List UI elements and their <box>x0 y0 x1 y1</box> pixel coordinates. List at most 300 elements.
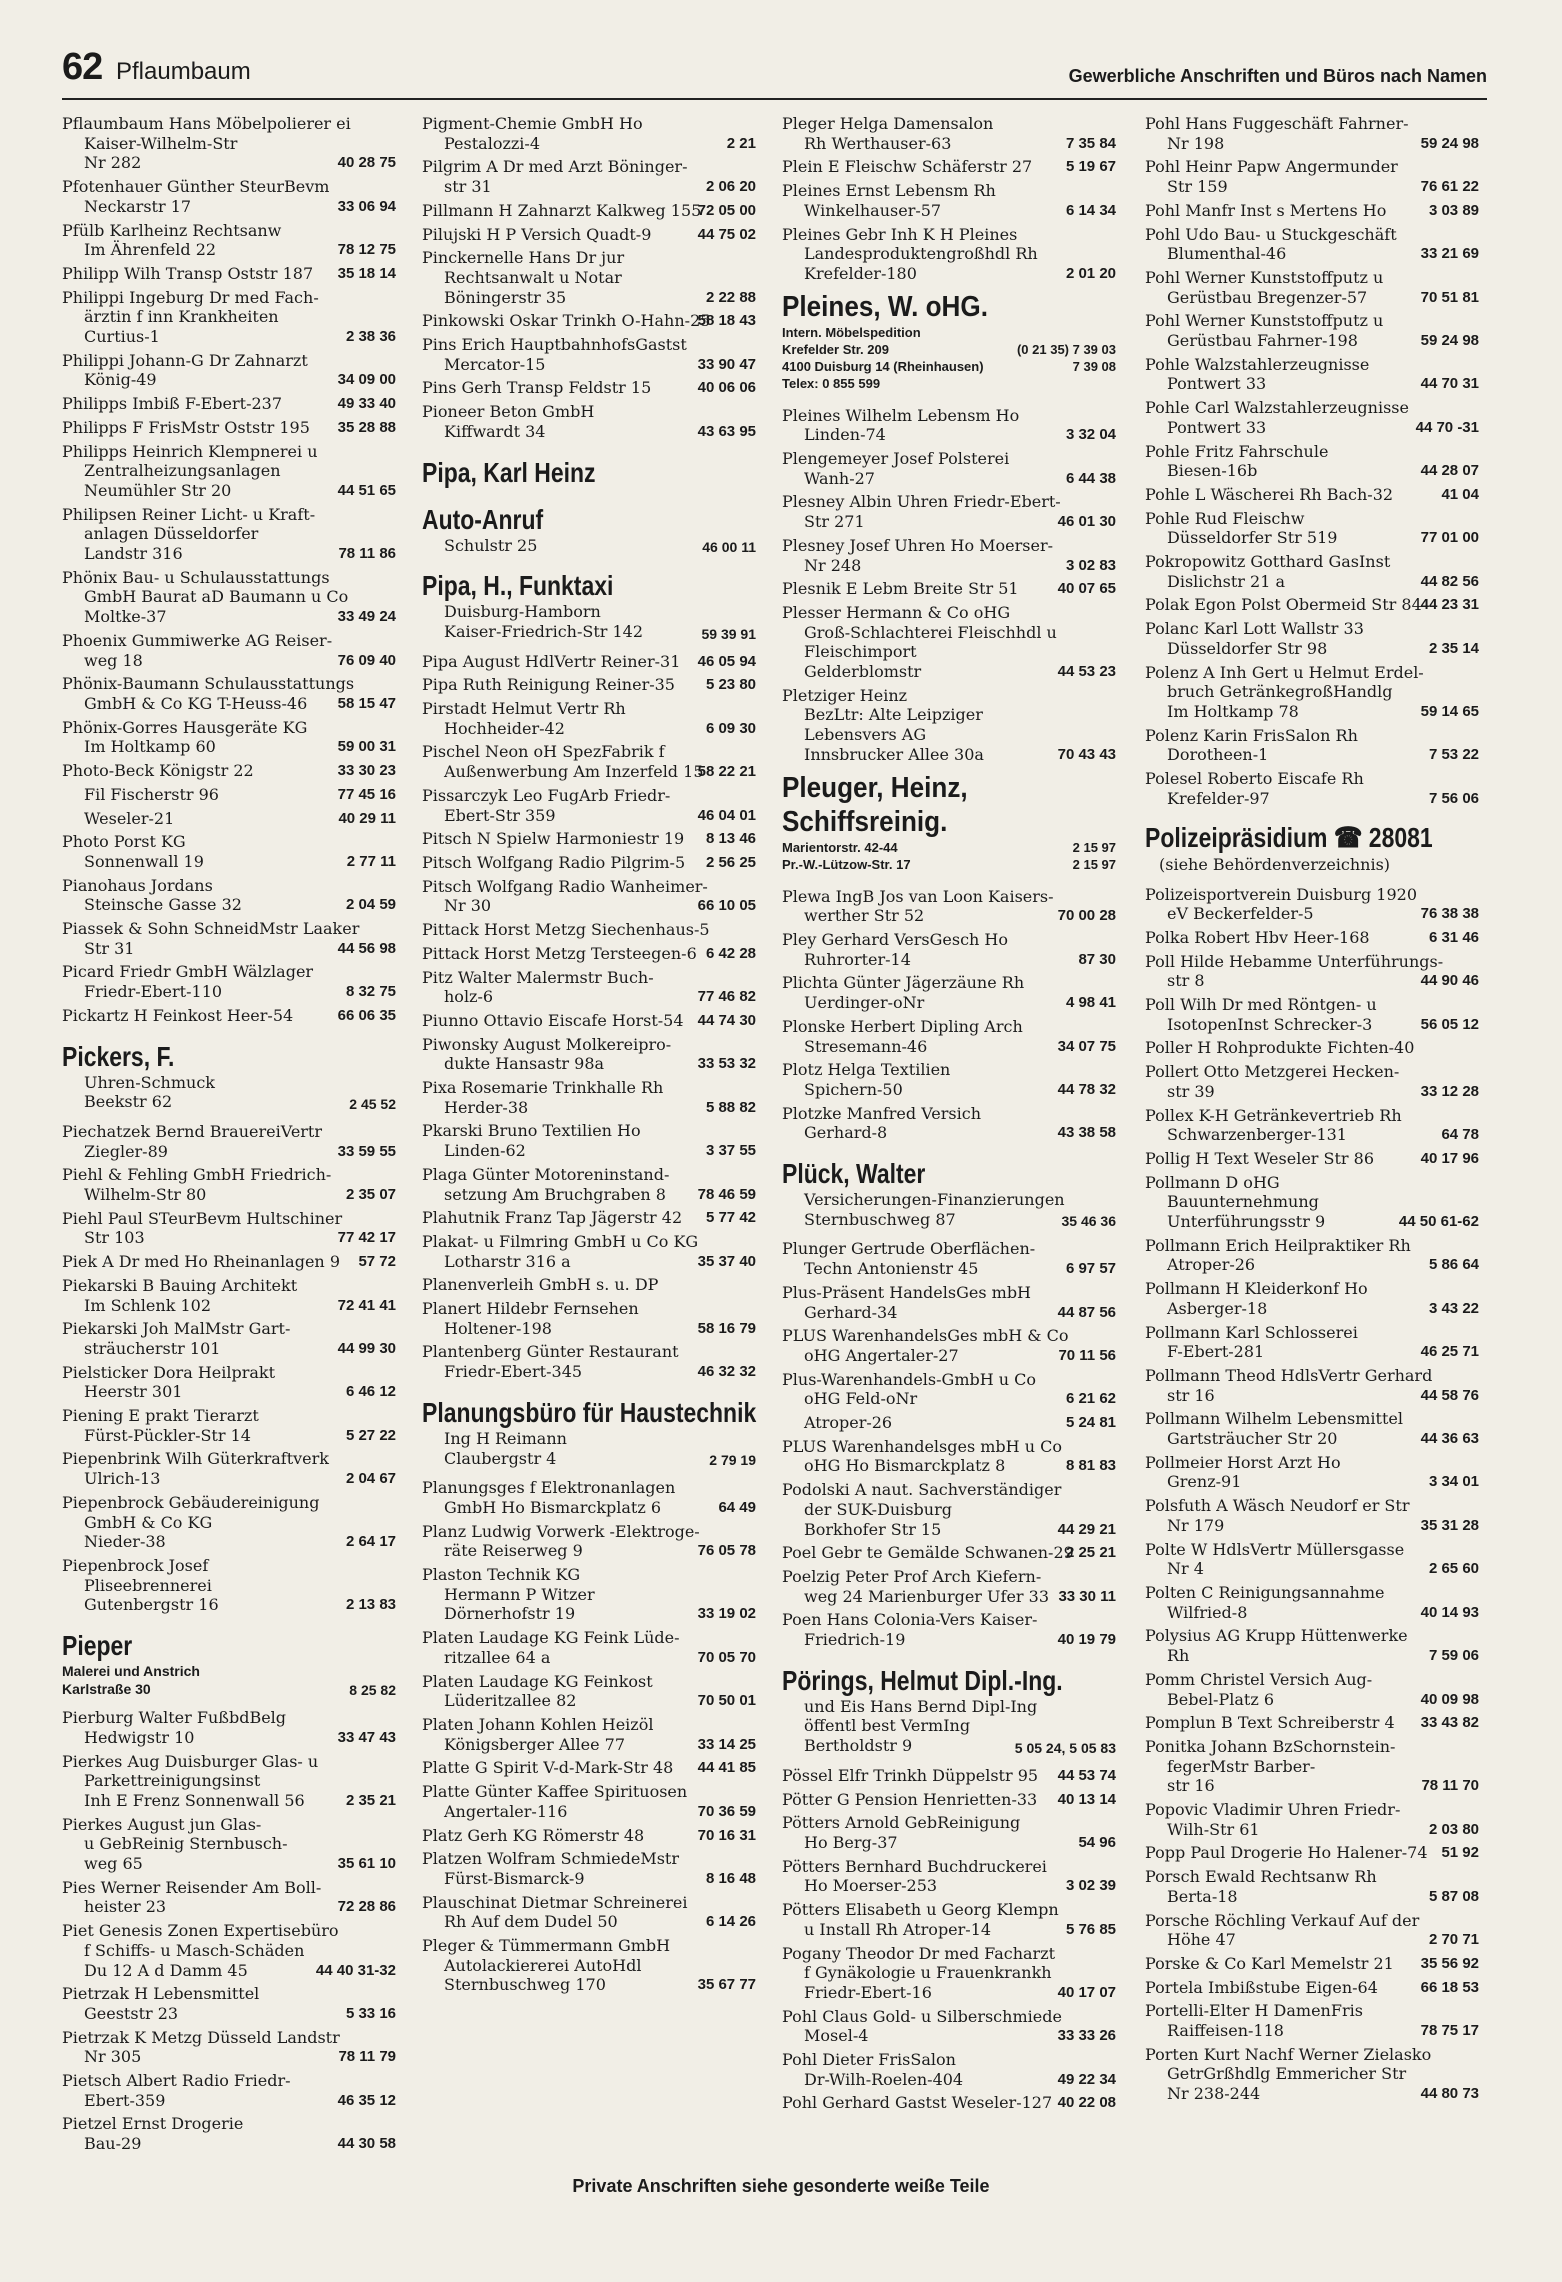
listing-entry <box>422 1232 756 1271</box>
listing-line: Lotharstr 316 a <box>444 1251 571 1271</box>
listing-line: f Gynäkologie u Frauenkrankh <box>804 1963 1052 1983</box>
listing-entry <box>62 1252 396 1272</box>
listing-heading <box>62 1040 396 1112</box>
listing-entry <box>1145 1713 1479 1733</box>
listing-entry <box>422 652 756 672</box>
listing-phone: 44 58 76 <box>1420 1386 1479 1404</box>
listing-line: Ho Berg-37 <box>804 1833 898 1852</box>
listing-line: Piepenbrock Gebäudereinigung <box>62 1492 320 1512</box>
listing-line: Piekarski B Bauing Architekt <box>62 1275 298 1295</box>
listing-entry <box>782 225 1116 284</box>
listing-entry <box>782 1104 1116 1143</box>
listing-entry <box>782 887 1116 926</box>
listing-phone: 41 04 <box>1441 485 1479 503</box>
listing-line: Pötters Bernhard Buchdruckerei <box>782 1856 1047 1876</box>
listing-line: Polenz Karin FrisSalon Rh <box>1145 725 1358 745</box>
listing-line: Ebert-359 <box>84 2090 166 2110</box>
listing-line: Polte W HdlsVertr Müllersgasse <box>1145 1539 1405 1559</box>
listing-line: Friedr-Ebert-110 <box>84 982 223 1002</box>
listing-line: Nr 282 <box>84 153 142 173</box>
listing-phone: 2 65 60 <box>1428 1560 1479 1578</box>
listing-phone: 6 14 26 <box>705 1913 756 1931</box>
listing-phone: 66 18 53 <box>1420 1978 1479 1996</box>
listing-line: Polesel Roberto Eiscafe Rh <box>1145 769 1364 789</box>
listing-phone: 8 16 48 <box>705 1869 756 1887</box>
listing-phone: 76 05 78 <box>697 1542 756 1560</box>
listing-line: Krefelder-97 <box>1167 788 1270 808</box>
listing-line: Philippi Ingeburg Dr med Fach- <box>62 287 319 307</box>
listing-heading-title: Pipa, Karl Heinz <box>422 456 596 488</box>
listing-entry <box>422 1893 756 1932</box>
listing-heading-line: und Eis Hans Bernd Dipl-Ing <box>804 1696 1038 1716</box>
listing-line: GmbH & Co KG T-Heuss-46 <box>84 693 308 713</box>
listing-entry <box>1145 355 1479 394</box>
listing-line: Nr 248 <box>804 555 862 575</box>
listing-line: Polanc Karl Lott Wallstr 33 <box>1145 619 1364 639</box>
listing-entry <box>62 1449 396 1488</box>
listing-entry <box>1145 1978 1479 1998</box>
listing-line: Neumühler Str 20 <box>84 480 232 500</box>
listing-line: Pies Werner Reisender Am Boll- <box>62 1877 322 1897</box>
listing-phone: 3 43 22 <box>1428 1299 1479 1317</box>
listing-phone: 35 31 28 <box>1420 1516 1479 1534</box>
listing-entry <box>782 1857 1116 1896</box>
listing-entry <box>422 920 756 940</box>
listing-phone: 43 63 95 <box>697 422 756 440</box>
listing-phone: 5 33 16 <box>345 2004 396 2022</box>
listing-line: Pokropowitz Gotthard GasInst <box>1145 552 1391 572</box>
listing-line: Pestalozzi-4 <box>444 133 541 153</box>
listing-entry <box>422 786 756 825</box>
column-2 <box>422 114 756 1999</box>
page-running-name: Pflaumbaum <box>116 58 251 85</box>
listing-line: Plaga Günter Motoreninstand- <box>422 1164 670 1184</box>
listing-line: Raiffeisen-118 <box>1167 2021 1284 2041</box>
listing-phone: 46 05 94 <box>697 652 756 670</box>
listing-phone: 76 38 38 <box>1420 905 1479 923</box>
listing-line: Podolski A naut. Sachverständiger <box>782 1480 1062 1500</box>
listing-line: Pollmeier Horst Arzt Ho <box>1145 1452 1341 1472</box>
listing-entry <box>62 809 396 829</box>
listing-phone: 44 51 65 <box>337 481 396 499</box>
listing-line: Pollmann Karl Schlosserei <box>1145 1322 1358 1342</box>
listing-line: Pliseebrennerei <box>84 1575 212 1595</box>
listing-line: Unterführungsstr 9 <box>1167 1212 1326 1232</box>
listing-heading-title: Auto-Anruf <box>422 503 544 535</box>
advert-subtitle: Intern. Möbelspedition <box>782 324 921 340</box>
listing-heading-title: Pickers, F. <box>62 1040 175 1072</box>
listing-line: Gelderblomstr <box>804 662 922 682</box>
listing-line: Poel Gebr te Gemälde Schwanen-29 <box>782 1543 1074 1563</box>
listing-entry <box>1145 2001 1479 2040</box>
listing-heading-title: Pörings, Helmut Dipl.-Ing. <box>782 1664 1063 1696</box>
listing-phone: 6 46 12 <box>345 1383 396 1401</box>
listing-entry <box>62 177 396 216</box>
listing-phone: 8 81 83 <box>1065 1457 1116 1475</box>
listing-entry <box>1145 1540 1479 1579</box>
listing-line: Pleger Helga Damensalon <box>782 114 994 133</box>
listing-line: Berta-18 <box>1167 1886 1238 1906</box>
listing-phone: 5 87 08 <box>1428 1887 1479 1905</box>
listing-entry <box>782 579 1116 599</box>
listing-entry <box>1145 1173 1479 1232</box>
listing-heading <box>782 1664 1116 1756</box>
listing-phone: 40 28 75 <box>337 154 396 172</box>
listing-line: Plus-Präsent HandelsGes mbH <box>782 1282 1032 1302</box>
listing-line: Porsch Ewald Rechtsanw Rh <box>1145 1867 1377 1887</box>
listing-entry <box>1145 1583 1479 1622</box>
listing-phone: 2 25 21 <box>1065 1544 1116 1562</box>
listing-entry <box>782 1790 1116 1810</box>
listing-line: ärztin f inn Krankheiten <box>84 307 279 327</box>
listing-line: Böningerstr 35 <box>444 287 567 307</box>
listing-line: Pohle Fritz Fahrschule <box>1145 441 1329 461</box>
page-footer: Private Anschriften siehe gesonderte weiße Teile <box>572 2176 990 2196</box>
listing-entry <box>422 853 756 873</box>
listing-phone: 76 61 22 <box>1420 178 1479 196</box>
listing-line: Polsfuth A Wäsch Neudorf er Str <box>1145 1496 1410 1516</box>
listing-phone: 40 29 11 <box>338 809 396 827</box>
listing-entry <box>62 1815 396 1874</box>
listing-line: Plengemeyer Josef Polsterei <box>782 449 1010 469</box>
listing-entry <box>62 785 396 805</box>
listing-entry <box>782 1543 1116 1563</box>
listing-entry <box>62 718 396 757</box>
listing-phone: 64 78 <box>1441 1126 1479 1144</box>
listing-line: Holtener-198 <box>444 1318 552 1338</box>
listing-line: Pierburg Walter FußbdBelg <box>62 1708 287 1728</box>
listing-entry <box>782 406 1116 445</box>
listing-heading-line: Malerei und Anstrich <box>62 1663 200 1680</box>
listing-phone: 33 06 94 <box>337 197 396 215</box>
listing-phone: 43 38 58 <box>1057 1124 1116 1142</box>
listing-line: Str 31 <box>84 938 135 958</box>
listing-line: Krefelder-180 <box>804 263 917 283</box>
listing-phone: 46 01 30 <box>1057 513 1116 531</box>
listing-line: Platzen Wolfram SchmiedeMstr <box>422 1849 679 1869</box>
listing-line: Nr 179 <box>1167 1515 1225 1535</box>
listing-line: Str 159 <box>1167 177 1228 197</box>
listing-line: Friedr-Ebert-16 <box>804 1982 932 2002</box>
listing-phone: 70 00 28 <box>1057 907 1116 925</box>
listing-phone: 8 32 75 <box>345 983 396 1001</box>
listing-phone: 46 32 32 <box>697 1363 756 1381</box>
listing-entry <box>1145 1366 1479 1405</box>
listing-line: Techn Antonienstr 45 <box>804 1259 979 1279</box>
listing-phone: 35 67 77 <box>697 1976 756 1994</box>
listing-entry <box>1145 619 1479 658</box>
listing-phone: 3 34 01 <box>1428 1473 1479 1491</box>
listing-entry <box>62 1209 396 1248</box>
listing-line: Gerüstbau Fahrner-198 <box>1167 331 1358 351</box>
listing-line: Pirstadt Helmut Vertr Rh <box>422 699 626 719</box>
listing-phone: 40 17 96 <box>1420 1149 1479 1167</box>
listing-line: Pietrzak K Metzg Düsseld Landstr <box>62 2027 340 2047</box>
listing-line: anlagen Düsseldorfer <box>84 524 259 544</box>
listing-entry <box>782 1017 1116 1056</box>
listing-phone: 70 43 43 <box>1057 745 1116 763</box>
listing-line: Pins Erich HauptbahnhofsGastst <box>422 335 687 355</box>
listing-entry <box>782 2007 1116 2046</box>
listing-heading-line: Uhren-Schmuck <box>84 1072 215 1092</box>
listing-line: Fleischimport <box>804 642 917 662</box>
listing-entry <box>1145 1236 1479 1275</box>
listing-phone: 6 14 34 <box>1065 201 1116 219</box>
listing-line: Biesen-16b <box>1167 461 1258 481</box>
listing-line: Du 12 A d Damm 45 <box>84 1960 248 1980</box>
listing-line: Piening E prakt Tierarzt <box>62 1406 259 1426</box>
advert-address: Krefelder Str. 209 <box>782 341 889 357</box>
listing-heading-line: Schulstr 25 <box>444 535 538 555</box>
listing-line: Picard Friedr GmbH Wälzlager <box>62 962 314 982</box>
listing-line: Gerhard-8 <box>804 1123 888 1143</box>
listing-entry <box>1145 1496 1479 1535</box>
listing-line: f Schiffs- u Masch-Schäden <box>84 1940 305 1960</box>
listing-line: Rh Werthauser-63 <box>804 133 952 153</box>
listing-phone: 77 45 16 <box>337 785 396 803</box>
listing-entry <box>1145 311 1479 350</box>
listing-line: Pioneer Beton GmbH <box>422 402 595 422</box>
listing-entry <box>62 919 396 958</box>
listing-entry <box>782 2093 1116 2113</box>
listing-line: Polka Robert Hbv Heer-168 <box>1145 927 1370 947</box>
listing-line: sträucherstr 101 <box>84 1338 221 1358</box>
listing-entry <box>1145 225 1479 264</box>
listing-line: Piwonsky August Molkereipro- <box>422 1034 672 1054</box>
listing-line: setzung Am Bruchgraben 8 <box>444 1184 666 1204</box>
listing-line: Pötters Elisabeth u Georg Klempn <box>782 1900 1059 1920</box>
listing-line: Pinkowski Oskar Trinkh O-Hahn-25 <box>422 311 711 331</box>
advert-address: Telex: 0 855 599 <box>782 375 881 391</box>
listing-phone: 3 02 83 <box>1065 556 1116 574</box>
listing-line: Pitsch N Spielw Harmoniestr 19 <box>422 829 685 849</box>
listing-line: Pietrzak H Lebensmittel <box>62 1984 260 2004</box>
listing-entry <box>422 311 756 331</box>
listing-line: Portela Imbißstube Eigen-64 <box>1145 1977 1378 1997</box>
listing-line: Plaston Technik KG <box>422 1565 581 1585</box>
listing-line: Pissarczyk Leo FugArb Friedr- <box>422 785 671 805</box>
listing-phone: 66 06 35 <box>337 1006 396 1024</box>
listing-entry <box>1145 114 1479 153</box>
listing-phone: 59 00 31 <box>337 738 396 756</box>
listing-line: Pittack Horst Metzg Siechenhaus-5 <box>422 920 710 940</box>
listing-line: Rh <box>1167 1646 1190 1666</box>
listing-phone: 72 28 86 <box>337 1898 396 1916</box>
listing-line: Plotz Helga Textilien <box>782 1060 951 1080</box>
listing-entry <box>62 1493 396 1552</box>
listing-phone: 70 51 81 <box>1420 288 1479 306</box>
listing-phone: 35 61 10 <box>337 1855 396 1873</box>
listing-line: Stresemann-46 <box>804 1036 928 1056</box>
listing-phone: 7 35 84 <box>1065 134 1116 152</box>
listing-phone: 33 43 82 <box>1420 1714 1479 1732</box>
listing-line: Piepenbrink Wilh Güterkraftverk <box>62 1449 329 1469</box>
listing-heading-line: Kaiser-Friedrich-Str 142 <box>444 621 644 641</box>
listing-entry <box>1145 1670 1479 1709</box>
listing-phone: 44 74 30 <box>697 1011 756 1029</box>
listing-entry <box>1145 1106 1479 1145</box>
listing-phone: 6 21 62 <box>1065 1390 1116 1408</box>
listing-entry <box>1145 726 1479 765</box>
listing-line: Pitsch Wolfgang Radio Pilgrim-5 <box>422 852 686 872</box>
listing-entry <box>422 742 756 781</box>
listing-entry <box>422 675 756 695</box>
listing-heading-line: Versicherungen-Finanzierungen <box>804 1190 1065 1210</box>
listing-entry <box>782 1813 1116 1852</box>
listing-line: Portelli-Elter H DamenFris <box>1145 2001 1363 2021</box>
listing-line: Pomm Christel Versich Aug- <box>1145 1669 1373 1689</box>
listing-entry <box>422 225 756 245</box>
listing-line: Pillmann H Zahnarzt Kalkweg 155 <box>422 200 702 220</box>
listing-line: der SUK-Duisburg <box>804 1499 952 1519</box>
advert-address: Marientorstr. 42-44 <box>782 839 898 855</box>
listing-line: König-49 <box>84 370 157 390</box>
listing-phone: 44 53 74 <box>1057 1766 1116 1784</box>
listing-line: GmbH & Co KG <box>84 1512 213 1532</box>
listing-line: Schwarzenberger-131 <box>1167 1125 1347 1145</box>
listing-line: Sternbuschweg 170 <box>444 1975 606 1995</box>
listing-entry <box>62 394 396 414</box>
listing-entry <box>422 1208 756 1228</box>
listing-phone: 5 77 42 <box>705 1209 756 1227</box>
listing-entry <box>1145 1062 1479 1101</box>
listing-line: Plesnik E Lebm Breite Str 51 <box>782 579 1019 599</box>
listing-line: Nieder-38 <box>84 1532 166 1552</box>
listing-entry <box>62 2071 396 2110</box>
listing-line: Wilh-Str 61 <box>1167 1819 1260 1839</box>
listing-phone: 34 09 00 <box>337 371 396 389</box>
listing-phone: 77 46 82 <box>697 988 756 1006</box>
listing-entry <box>782 930 1116 969</box>
listing-line: Philipps F FrisMstr Oststr 195 <box>62 417 310 437</box>
listing-heading <box>782 1157 1116 1229</box>
listing-entry <box>1145 552 1479 591</box>
listing-line: Phönix Bau- u Schulausstattungs <box>62 567 330 587</box>
listing-line: Wilfried-8 <box>1167 1602 1248 1622</box>
listing-line: Pipa Ruth Reinigung Reiner-35 <box>422 675 675 695</box>
listing-entry <box>422 378 756 398</box>
listing-phone: 44 78 32 <box>1057 1080 1116 1098</box>
listing-line: Pomplun B Text Schreiberstr 4 <box>1145 1713 1395 1733</box>
listing-phone: 77 01 00 <box>1420 529 1479 547</box>
listing-phone: 44 82 56 <box>1420 572 1479 590</box>
listing-phone: 5 86 64 <box>1428 1256 1479 1274</box>
listing-line: Hermann P Witzer <box>444 1584 595 1604</box>
listing-line: Piunno Ottavio Eiscafe Horst-54 <box>422 1010 684 1030</box>
listing-phone: 44 70 -31 <box>1415 418 1479 436</box>
listing-line: Pohle Carl Walzstahlerzeugnisse <box>1145 398 1409 418</box>
listing-phone: 59 14 65 <box>1420 702 1479 720</box>
listing-line: Düsseldorfer Str 98 <box>1167 638 1328 658</box>
listing-entry <box>422 1758 756 1778</box>
listing-phone: 33 12 28 <box>1420 1082 1479 1100</box>
listing-phone: 59 39 91 <box>701 625 756 642</box>
listing-phone: 5 05 24, 5 05 83 <box>1014 1739 1116 1756</box>
listing-entry <box>422 1782 756 1821</box>
advert-line <box>782 341 1116 358</box>
listing-entry <box>62 288 396 347</box>
listing-line: Steinsche Gasse 32 <box>84 895 242 915</box>
listing-line: Phoenix Gummiwerke AG Reiser- <box>62 630 333 650</box>
listing-line: Heerstr 301 <box>84 1382 183 1402</box>
column-3 <box>782 114 1116 2117</box>
listing-entry <box>422 1078 756 1117</box>
listing-entry <box>422 201 756 221</box>
listing-phone: 44 53 23 <box>1057 663 1116 681</box>
listing-phone: 8 25 82 <box>349 1682 396 1699</box>
listing-entry <box>782 2050 1116 2089</box>
listing-phone: 2 04 67 <box>345 1470 396 1488</box>
listing-line: Pianohaus Jordans <box>62 875 213 895</box>
listing-entry <box>422 1121 756 1160</box>
listing-line: Gerüstbau Bregenzer-57 <box>1167 287 1368 307</box>
listing-entry <box>782 1437 1116 1476</box>
listing-entry <box>62 505 396 564</box>
listing-line: Planert Hildebr Fernsehen <box>422 1299 639 1319</box>
listing-phone: 44 50 61-62 <box>1398 1213 1479 1231</box>
listing-phone: 46 00 11 <box>702 539 756 556</box>
listing-heading-title: Pieper <box>62 1630 133 1662</box>
listing-phone: 2 35 07 <box>345 1186 396 1204</box>
listing-line: Plunger Gertrude Oberflächen- <box>782 1239 1036 1259</box>
listing-line: Gutenbergstr 16 <box>84 1595 219 1615</box>
listing-line: Pohle Walzstahlerzeugnisse <box>1145 354 1370 374</box>
listing-phone: 46 25 71 <box>1420 1343 1479 1361</box>
listing-phone: 44 28 07 <box>1420 462 1479 480</box>
listing-heading-line: Beekstr 62 <box>84 1092 173 1112</box>
listing-entry <box>62 1006 396 1026</box>
listing-entry <box>62 1752 396 1811</box>
listing-phone: 2 79 19 <box>709 1452 756 1469</box>
listing-phone: 64 49 <box>718 1498 756 1516</box>
listing-line: Höhe 47 <box>1167 1930 1236 1950</box>
listing-phone: 33 47 43 <box>337 1728 396 1746</box>
listing-line: Pogany Theodor Dr med Facharzt <box>782 1943 1056 1963</box>
listing-entry <box>1145 1409 1479 1448</box>
listing-phone: 40 14 93 <box>1420 1603 1479 1621</box>
listing-line: Bauunternehmung <box>1167 1192 1319 1212</box>
listing-line: Piechatzek Bernd BrauereiVertr <box>62 1121 323 1141</box>
listing-phone: 33 19 02 <box>697 1605 756 1623</box>
listing-line: Curtius-1 <box>84 327 160 347</box>
listing-line: Popovic Vladimir Uhren Friedr- <box>1145 1800 1401 1820</box>
listing-heading-title: Pipa, H., Funktaxi <box>422 570 614 602</box>
listing-line: Plesney Josef Uhren Ho Moerser- <box>782 535 1054 555</box>
listing-entry <box>62 1406 396 1445</box>
listing-entry <box>1145 1843 1479 1863</box>
listing-line: Pötter G Pension Henrietten-33 <box>782 1789 1038 1809</box>
listing-entry <box>422 1849 756 1888</box>
listing-line: heister 23 <box>84 1897 167 1917</box>
listing-line: Grenz-91 <box>1167 1472 1242 1492</box>
listing-phone: 70 11 56 <box>1058 1346 1116 1364</box>
listing-entry <box>1145 2045 1479 2104</box>
listing-phone: 3 03 89 <box>1428 201 1479 219</box>
listing-heading-line: Karlstraße 30 <box>62 1681 151 1698</box>
listing-line: Herder-38 <box>444 1097 529 1117</box>
listing-entry <box>422 1565 756 1624</box>
listing-entry <box>422 968 756 1007</box>
listing-line: Planungsges f Elektronanlagen <box>422 1478 676 1498</box>
listing-line: Plahutnik Franz Tap Jägerstr 42 <box>422 1208 683 1228</box>
listing-phone: 46 35 12 <box>337 2091 396 2109</box>
listing-line: Pielsticker Dora Heilprakt <box>62 1362 276 1382</box>
listing-line: Pkarski Bruno Textilien Ho <box>422 1121 641 1141</box>
listing-line: Plesser Hermann & Co oHG <box>782 602 1011 622</box>
listing-entry <box>62 1984 396 2023</box>
listing-line: Pollmann H Kleiderkonf Ho <box>1145 1279 1368 1299</box>
listing-phone: 2 21 <box>726 134 756 152</box>
